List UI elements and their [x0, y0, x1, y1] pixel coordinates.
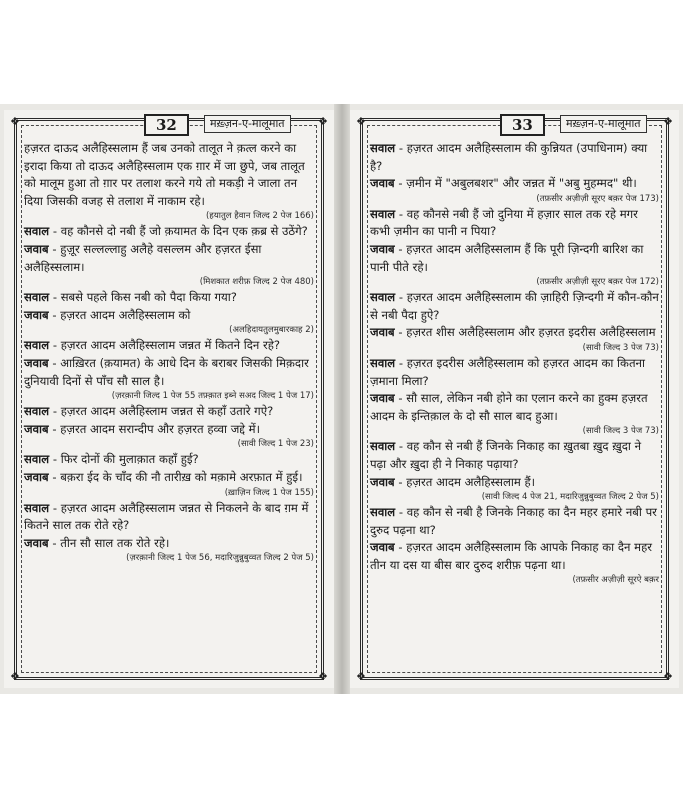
citation: (ख़ाज़िन जिल्द 1 पेज 155) [224, 487, 314, 498]
qa-label: जवाब [24, 355, 49, 370]
answer [370, 390, 659, 438]
qa-text: - हज़रत आदम अलैहिस्सलाम की कुन्नियत (उपाधिनाम) क्या है? [370, 141, 648, 173]
book-gutter [334, 104, 350, 694]
citation: (तफ़सीर अज़ीज़ी सूरऐ बक़र [572, 575, 659, 586]
qa-label: सवाल [370, 141, 396, 155]
qa-label: जवाब [370, 241, 395, 256]
citation: (सावी जिल्द 3 पेज 73) [582, 342, 659, 353]
qa-label: सवाल [24, 224, 50, 239]
open-book [0, 104, 683, 694]
page-body [370, 140, 659, 587]
qa-text: - हज़रत इदरीस अलैहिस्सलाम को हज़रत आदम का कितना ज़माना मिला? [370, 355, 645, 388]
left-page [4, 110, 334, 688]
answer [370, 474, 659, 505]
corner-ornament-icon: ❖ [356, 670, 366, 683]
qa-text: हज़रत दाऊद अलैहिस्सलाम हैं जब उनको तालूत ने क़त्ल करने का इरादा किया तो दाऊद अलैहिस्सलाम एक ग़ार में जा छुपे, जब तालूत को मालूम हुआ तो ग़ार पर तलाश करने गये तो मकड़ी ने जाला तन दिया जिसकी वजह से तलाश में नाकाम रहे। [24, 141, 305, 208]
corner-ornament-icon: ❖ [10, 115, 20, 128]
answer [24, 421, 314, 452]
qa-text: - हज़रत आदम अलैहिस्सलाम कि आपके निकाह का दैन महर तीन या दस या बीस बार दुरुद शरीफ़ पढ़ना था। [370, 540, 652, 572]
qa-label: जवाब [370, 176, 395, 191]
page-number: 32 [144, 114, 189, 136]
question [24, 223, 314, 241]
corner-ornament-icon: ❖ [318, 115, 328, 128]
qa-text: - सौ साल, लेकिन नबी होने का एलान करने का हुक्म हज़रत आदम के इन्तिक़ाल के दो सौ साल बाद हुआ। [370, 391, 648, 423]
qa-text: - हज़रत आदम अलैहिस्सलाम को [48, 307, 191, 322]
page-number: 33 [500, 114, 545, 136]
page-header [350, 112, 679, 136]
answer [24, 355, 314, 403]
answer [24, 241, 314, 289]
qa-label: सवाल [370, 206, 396, 221]
qa-label: सवाल [370, 290, 396, 305]
qa-text: - ज़मीन में "अबुलबशर" और जन्नत में "अबु मुहम्मद" थी। [394, 176, 637, 191]
question [370, 504, 659, 539]
qa-text: - वह कौन से नबी हैं जिनके निकाह का ख़ुतबा ख़ुद ख़ुदा ने पढ़ा और ख़ुदा ही ने निकाह पढ़ाया? [370, 439, 642, 471]
qa-label: जवाब [24, 535, 49, 550]
qa-text: - बक़रा ईद के चाँद की नौ तारीख़ को मक़ामे अरफ़ात में हुई। [48, 469, 303, 484]
qa-label: जवाब [370, 325, 395, 340]
qa-label: सवाल [370, 505, 396, 520]
question [370, 355, 659, 390]
citation: (ज़रक़ानी जिल्द 1 पेज 55 तफ़्क़ात इब्ने सअद जिल्द 1 पेज 17) [111, 391, 314, 402]
corner-ornament-icon: ❖ [663, 670, 673, 683]
answer [370, 539, 659, 587]
qa-text: - वह कौन से नबी है जिनके निकाह का दैन महर हमारे नबी पर दुरुद पढ़ना था? [370, 505, 657, 537]
qa-text: - तीन सौ साल तक रोते रहे। [48, 535, 170, 550]
question [24, 337, 314, 355]
qa-label: सवाल [24, 404, 50, 419]
answer [24, 307, 314, 338]
qa-label: जवाब [370, 474, 395, 489]
answer [370, 175, 659, 206]
citation: (अलहिदायतुलमुबारकाह 2) [229, 325, 314, 336]
qa-label: सवाल [24, 500, 50, 515]
qa-text: - हुज़ूर सल्लल्लाहु अलैहे वसल्लम और हज़रत ईसा अलैहिस्सलाम। [24, 241, 262, 274]
qa-text: - हज़रत आदम अलैहिस्सलाम जन्नत में कितने दिन रहे? [49, 338, 281, 353]
qa-text: - हज़रत आदम अलैहिस्सलाम हैं। [394, 474, 536, 489]
qa-text: - आख़िरत (क़यामत) के आधे दिन के बराबर जिसकी मिक़दार दुनियावी दिनों से पाँच सौ साल है। [24, 355, 309, 388]
question [24, 500, 314, 535]
qa-text: - फिर दोनों की मुलाक़ात कहाँ हुई? [49, 452, 199, 467]
question [370, 140, 659, 175]
qa-label: सवाल [370, 355, 396, 370]
qa-label: जवाब [24, 421, 49, 436]
corner-ornament-icon: ❖ [663, 115, 673, 128]
running-head: मख़्ज़न-ए-मालूमात [560, 115, 647, 133]
qa-text: - हज़रत आदम अलैहिस्सलाम जन्नत से निकलने के बाद ग़म में कितने साल तक रोते रहे? [24, 500, 309, 533]
qa-label: सवाल [24, 338, 50, 353]
citation: (तफ़सीर अज़ीज़ी सूरए बक़र पेज 173) [536, 193, 659, 204]
answer [24, 469, 314, 500]
qa-label: जवाब [24, 469, 49, 484]
citation: (तफ़सीर अज़ीज़ी सूरए बक़र पेज 172) [536, 277, 659, 288]
citation: (सावी जिल्द 4 पेज 21, मदारिजुन्नुबुव्वत जिल्द 2 पेज 5) [481, 492, 659, 503]
paragraph [24, 140, 314, 223]
qa-label: जवाब [24, 307, 49, 322]
qa-label: सवाल [370, 439, 396, 454]
qa-text: - वह कौनसे दो नबी हैं जो क़यामत के दिन एक क़ब्र से उठेंगे? [49, 224, 308, 239]
citation: (मिशकात शरीफ़ जिल्द 2 पेज 480) [199, 277, 314, 288]
citation: (सावी जिल्द 3 पेज 73) [582, 426, 659, 437]
question [24, 289, 314, 307]
qa-text: - हज़रत आदम अलैहिस्सलाम की ज़ाहिरी ज़िन्दगी में कौन-कौन से नबी पैदा हुऐ? [370, 290, 659, 322]
right-page [350, 110, 679, 688]
qa-text: - सबसे पहले किस नबी को पैदा किया गया? [49, 290, 237, 305]
question [370, 206, 659, 241]
citation: (सावी जिल्द 1 पेज 23) [237, 439, 314, 450]
citation: (हयातुल हैवान जिल्द 2 पेज 166) [205, 211, 314, 222]
page-body [24, 140, 314, 565]
qa-text: - हज़रत शीस अलैहिस्सलाम और हज़रत इदरीस अलैहिस्सलाम [394, 325, 656, 340]
corner-ornament-icon: ❖ [318, 670, 328, 683]
qa-text: - हज़रत आदम सरान्दीप और हज़रत हव्वा जद्दे में। [48, 421, 260, 436]
answer [370, 324, 659, 355]
corner-ornament-icon: ❖ [356, 115, 366, 128]
question [24, 403, 314, 421]
qa-text: - वह कौनसे नबी हैं जो दुनिया में हज़ार साल तक रहे मगर कभी ज़मीन का पानी न पिया? [370, 206, 638, 239]
qa-label: सवाल [24, 452, 50, 467]
answer [24, 535, 314, 566]
corner-ornament-icon: ❖ [10, 670, 20, 683]
citation: (ज़रक़ानी जिल्द 1 पेज 56, मदारिजुन्नुबुव्वत जिल्द 2 पेज 5) [126, 553, 314, 564]
question [24, 451, 314, 469]
qa-label: जवाब [370, 540, 395, 555]
qa-label: जवाब [370, 391, 395, 406]
qa-label: सवाल [24, 290, 50, 305]
answer [370, 241, 659, 289]
page-header [4, 112, 334, 136]
question [370, 289, 659, 324]
question [370, 438, 659, 473]
qa-text: - हज़रत आदम अलैहिस्लाम जन्नत से कहाँ उतारे गऐ? [49, 404, 274, 419]
running-head: मख़्ज़न-ए-मालूमात [204, 115, 291, 133]
qa-label: जवाब [24, 241, 49, 256]
qa-text: - हज़रत आदम अलैहिस्सलाम हैं कि पूरी ज़िन्दगी बारिश का पानी पीते रहे। [370, 241, 644, 274]
